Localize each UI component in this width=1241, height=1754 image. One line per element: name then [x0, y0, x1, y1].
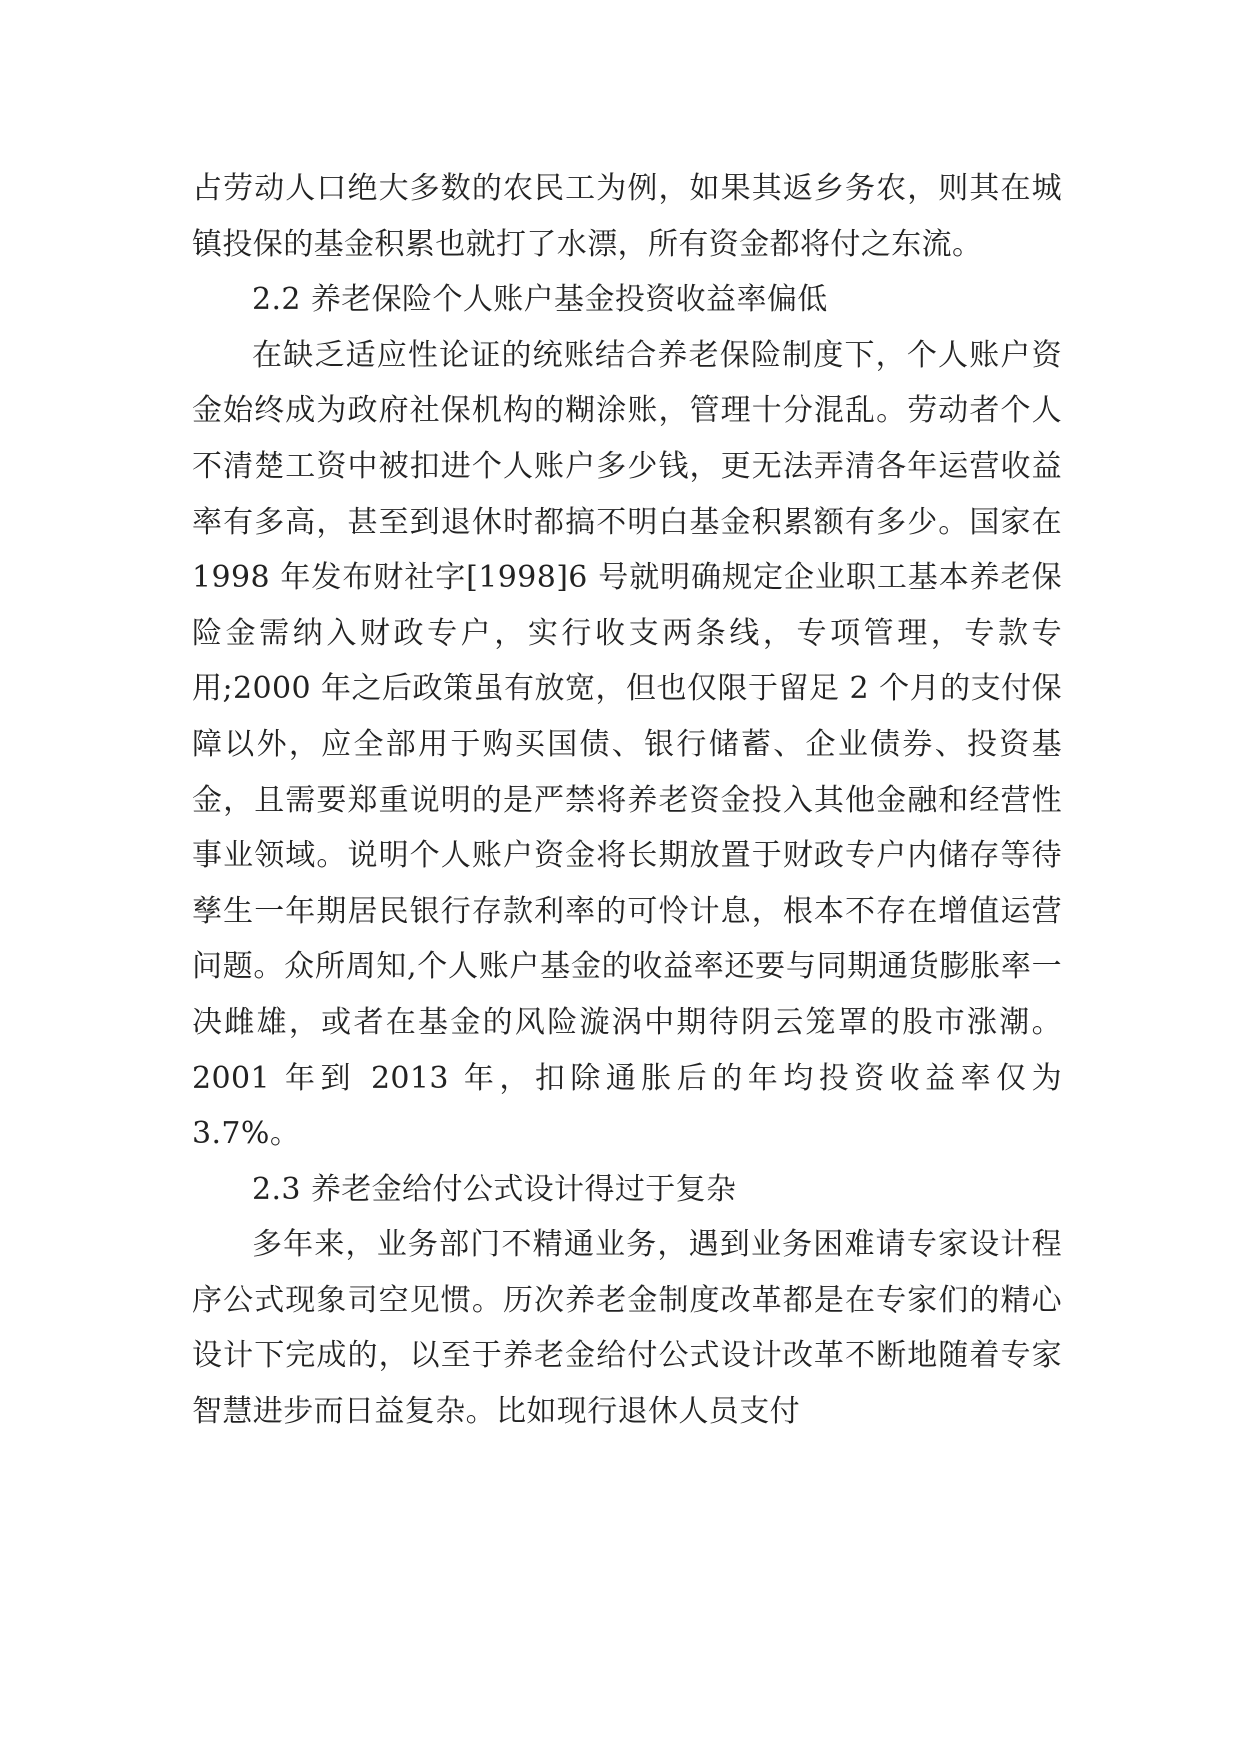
- section-heading-2-2: 2.2 养老保险个人账户基金投资收益率偏低: [252, 282, 828, 318]
- document-body: [192, 161, 1062, 1440]
- paragraph-section-2-2: 在缺乏适应性论证的统账结合养老保险制度下，个人账户资金始终成为政府社保机构的糊涂账，管理十分混乱。劳动者个人不清楚工资中被扣进个人账户多少钱，更无法弄清各年运营收益率有多高，甚至到退休时都搞不明白基金积累额有多少。国家在 1998 年发布财社字[1998]6 号就明确规定企业职工基本养老保险金需纳入财政专户，实行收支两条线，专项管理，专款专用;2000 年之后政策虽有放宽，但也仅限于留足 2 个月的支付保障以外，应全部用于购买国债、银行储蓄、企业债券、投资基金，且需要郑重说明的是严禁将养老资金投入其他金融和经营性事业领域。说明个人账户资金将长期放置于财政专户内储存等待孳生一年期居民银行存款利率的可怜计息，根本不存在增值运营问题。众所周知,个人账户基金的收益率还要与同期通货膨胀率一决雌雄，或者在基金的风险漩涡中期待阴云笼罩的股市涨潮。2001 年到 2013 年，扣除通胀后的年均投资收益率仅为 3.7%。: [192, 337, 1062, 1152]
- section-heading-2-3: 2.3 养老金给付公式设计得过于复杂: [252, 1171, 737, 1207]
- paragraph-continued: 占劳动人口绝大多数的农民工为例，如果其返乡务农，则其在城镇投保的基金积累也就打了水漂，所有资金都将付之东流。: [192, 171, 1062, 262]
- paragraph-section-2-3: 多年来，业务部门不精通业务，遇到业务困难请专家设计程序公式现象司空见惯。历次养老金制度改革都是在专家们的精心设计下完成的，以至于养老金给付公式设计改革不断地随着专家智慧进步而日益复杂。比如现行退休人员支付: [192, 1227, 1062, 1430]
